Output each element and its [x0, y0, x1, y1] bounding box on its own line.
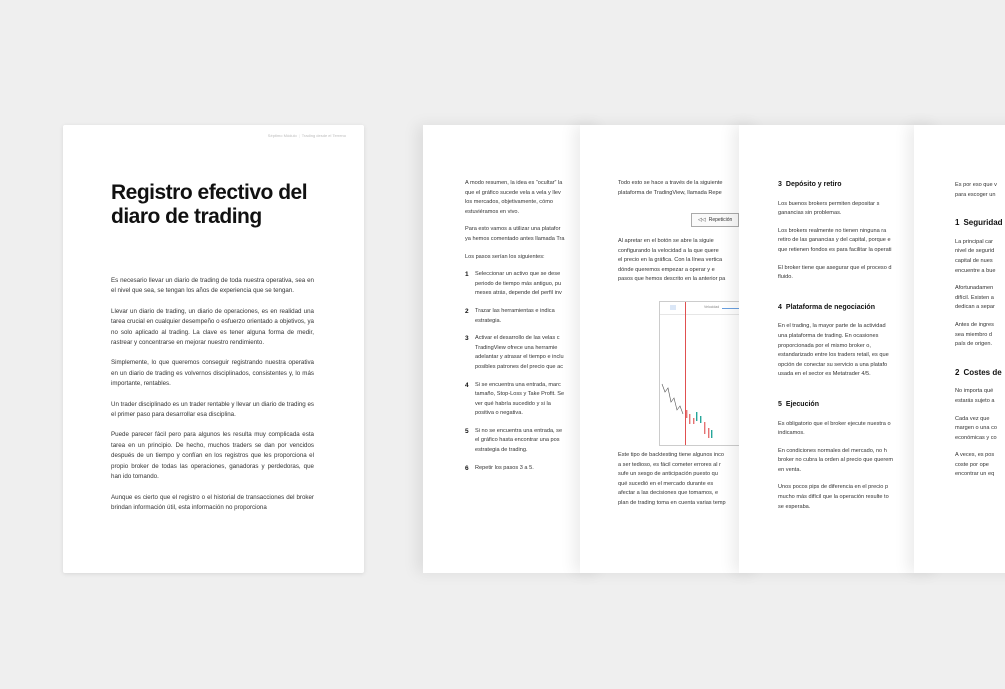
section-title: Plataforma de negociación: [785, 303, 875, 311]
section-number: 3: [778, 181, 782, 188]
candle: [700, 416, 701, 423]
candle: [693, 418, 694, 424]
paragraph: [618, 179, 722, 198]
paragraph: [955, 238, 1003, 276]
running-header: Séptimo Módulo | Trading desde el Terreno: [267, 133, 346, 138]
text-line: periodo de tiempo más antiguo, pu: [475, 280, 562, 287]
page-body: [618, 179, 722, 206]
paragraph: [618, 451, 726, 509]
section-heading: [955, 218, 1003, 228]
text-line: afectar a las decisiones que tomamos, e: [618, 490, 719, 497]
text-line: A veces, es pos: [955, 452, 995, 459]
text-line: una plataforma de trading. En ocasiones: [778, 332, 879, 339]
text-line: indicamos.: [778, 430, 805, 437]
page-body: [618, 451, 726, 517]
text-line: Trazar las herramientas e indica: [475, 307, 555, 314]
text-line: Afortunadamen: [955, 285, 994, 292]
text-line: Al apretar en el botón se abre la siguie: [618, 238, 714, 244]
list-item: [465, 381, 565, 419]
step-number: 5: [465, 427, 469, 435]
section-number: 1: [955, 218, 960, 228]
step-number: 6: [465, 464, 469, 472]
text-line: sufe un sesgo de anticipación puesto qu: [618, 471, 718, 478]
candle: [711, 430, 712, 438]
text-line: que retienen fondos es para facilitar la operati: [778, 246, 892, 253]
section-heading: [778, 303, 893, 313]
text-line: dónde queremos empezar a operar y e: [618, 266, 715, 273]
paragraph: [955, 284, 1003, 313]
text-line: positiva o negativa.: [475, 410, 523, 417]
text-line: el gráfico hasta encontrar una pos: [475, 437, 560, 444]
page-body: [955, 181, 1003, 488]
text-line: Los buenos brokers permiten depositar s: [778, 200, 880, 207]
candle: [708, 428, 709, 438]
paragraph: [465, 179, 565, 217]
paragraph: Aunque es cierto que el registro o el historial de transacciones del broker brindan información útil, esta información no proporciona: [111, 493, 314, 511]
text-line: Activar el desarrollo de las velas c: [475, 335, 560, 342]
text-line: estandarizado entre los traders retail, es que: [778, 352, 889, 359]
text-line: El broker tiene que asegurar que el proceso d: [778, 264, 892, 271]
text-line: el precio en la gráfica. Con la línea vertica: [618, 257, 723, 264]
text-line: que el gráfico sucede vela a vela y llev: [465, 189, 561, 196]
text-line: Este tipo de backtesting tiene algunos inco: [618, 452, 725, 458]
section-heading: [778, 400, 893, 410]
text-line: margen o una co: [955, 425, 997, 432]
text-line: pasos que hemos descrito en la anterior pa: [618, 276, 726, 283]
text-line: usada en el sector es Metatrader 4/5.: [778, 371, 871, 378]
paragraph: Los pasos serían los siguientes:: [465, 253, 545, 260]
replay-button: [691, 213, 739, 227]
rewind-icon: ◁◁: [698, 217, 706, 223]
text-line: estarás sujeto a: [955, 397, 995, 404]
text-line: para escoger un: [955, 191, 996, 198]
text-line: No importa qué: [955, 388, 994, 395]
text-line: sea miembro d: [955, 331, 992, 338]
candle: [689, 414, 690, 424]
text-line: adelantar y atrasar el tiempo e inclu: [475, 354, 564, 361]
page-title: Registro efectivo del diaro de trading: [111, 181, 308, 228]
text-line: Si no se encuentra una entrada, se: [475, 427, 563, 434]
section-title: Seguridad: [963, 218, 1003, 228]
paragraph: [955, 321, 1003, 350]
text-line: A modo resumen, la idea es “ocultar” la: [465, 180, 563, 186]
paragraph: [955, 451, 1003, 480]
text-line: estrategia.: [475, 317, 502, 324]
step-number: 2: [465, 307, 469, 315]
text-line: La principal car: [955, 238, 993, 245]
toolbar-icon: [670, 305, 676, 310]
text-line: configurando la velocidad a la que quere: [618, 247, 719, 254]
candle: [686, 410, 687, 418]
paragraph: [465, 225, 565, 244]
section-title: Ejecución: [785, 400, 819, 408]
price-line: [662, 384, 683, 414]
text-line: ganancias sin problemas.: [778, 210, 842, 217]
paragraph: [955, 387, 1003, 406]
header-course: Trading desde el Terreno: [301, 133, 346, 138]
text-line: ver qué habría sucedido y si la: [475, 400, 551, 407]
step-number: 4: [465, 381, 469, 389]
list-item: [465, 270, 565, 299]
text-line: plan de trading toma en cuenta varias temp: [618, 499, 726, 506]
text-line: difícil. Existen a: [955, 294, 994, 301]
text-line: dedican a separ: [955, 304, 995, 311]
text-line: encontrar un eq: [955, 471, 995, 478]
paragraph: [778, 227, 893, 256]
text-line: proporcionada por el mismo broker o,: [778, 342, 871, 349]
step-number: 1: [465, 271, 469, 279]
section-heading: [778, 180, 893, 190]
text-line: mucho más difícil que la operación resulte to: [778, 494, 889, 501]
text-line: Cada vez que: [955, 415, 990, 422]
text-line: Repetir los pasos 3 a 5.: [475, 464, 534, 471]
text-line: se esperaba.: [778, 503, 811, 510]
text-line: capital de nues: [955, 257, 993, 264]
text-line: estuviéramos en vivo.: [465, 208, 520, 215]
paragraph: Un trader disciplinado es un trader rentable y llevar un diario de trading es el primer paso para desarrollar esa disciplina.: [111, 400, 314, 419]
text-line: opción de conectar su servicio a una platafo: [778, 361, 888, 368]
text-line: plataforma de TradingView, llamada Repe: [618, 189, 722, 196]
header-module: Séptimo Módulo: [267, 133, 297, 138]
text-line: los mercados, objetivamente, cómo: [465, 199, 553, 206]
paragraph: [778, 447, 893, 476]
document-page-3: [580, 125, 760, 573]
candle: [696, 412, 697, 421]
document-page-1: [63, 125, 364, 573]
paragraph: Simplemente, lo que queremos conseguir registrando nuestra operativa en un diario de trading es volvernos disciplinados, consistentes y, lo más importante, rentables.: [111, 359, 314, 388]
candle: [704, 422, 705, 434]
paragraph: [955, 181, 1003, 200]
section-number: 2: [955, 367, 960, 377]
list-item: [465, 334, 565, 372]
section-number: 5: [778, 400, 782, 408]
paragraph: Puede parecer fácil pero para algunos les resulta muy complicada esta tarea en un principio. De hecho, muchos traders se dan por vencidos después de un tiempo y confían en los registros que les proporciona el propio broker de todas las operaciones, ganadoras y perdedoras, que han ido tomando.: [111, 431, 314, 481]
button-label: Repetición: [708, 217, 733, 223]
list-item: [465, 307, 565, 326]
text-line: En el trading, la mayor parte de la actividad: [778, 323, 886, 330]
document-page-5: [914, 125, 1005, 573]
section-number: 4: [778, 303, 782, 311]
text-line: en venta.: [778, 466, 802, 473]
paragraph: [618, 237, 725, 285]
page-body: [618, 237, 725, 293]
paragraph: [778, 322, 893, 380]
text-line: Para esto vamos a utilizar una platafor: [465, 226, 561, 233]
section-title: Costes de: [963, 367, 1002, 377]
list-item: [465, 464, 565, 474]
speed-label: Velocidad: [704, 305, 720, 309]
text-line: Es por eso que v: [955, 182, 997, 188]
text-line: Seleccionar un activo que se dese: [475, 271, 561, 278]
text-line: país de origen.: [955, 341, 993, 348]
replay-button-figure: [691, 208, 739, 227]
text-line: Unos pocos pips de diferencia en el precio p: [778, 484, 889, 491]
page-body: [778, 180, 893, 520]
section-heading: [955, 368, 1003, 378]
text-line: broker no cubra la orden al precio que querem: [778, 457, 894, 464]
text-line: Todo esto se hace a través de la siguiente: [618, 180, 723, 186]
paragraph: Llevar un diario de trading, un diario de operaciones, es en realidad una tarea crucial en cualquier desempeño o esfuerzo orientado a objetivos, ya no solo aplicado al trading. La clave es tener alguna forma de medir, rastrear y concentrarse en mejorar nuestro rendimiento.: [111, 307, 314, 347]
text-line: qué sucedió en el mercado durante es: [618, 480, 714, 487]
text-line: meses atrás, depende del perfil inv: [475, 290, 562, 297]
paragraph: [778, 200, 893, 219]
text-line: nivel de segurid: [955, 248, 995, 255]
paragraph: [778, 420, 893, 439]
text-line: retiro de las ganancias y del capital, porque e: [778, 237, 891, 244]
text-line: coste por ope: [955, 461, 989, 468]
document-page-4: [739, 125, 939, 573]
text-line: a ser tedioso, es fácil cometer errores al r: [618, 461, 721, 468]
text-line: fluido.: [778, 274, 793, 281]
paragraph: [778, 264, 893, 283]
text-line: ya hemos comentado antes llamada Tra: [465, 235, 565, 242]
paragraph: [955, 415, 1003, 444]
text-line: TradingView ofrece una herramie: [475, 344, 558, 351]
page-body: [465, 179, 565, 481]
page-body: [111, 276, 314, 523]
document-page-2: [423, 125, 603, 573]
text-line: Los brokers realmente no tienen ninguna ra: [778, 227, 887, 234]
list-item: [465, 427, 565, 456]
text-line: encuentre a bue: [955, 267, 996, 274]
text-line: tamaño, Stop-Loss y Take Profit. Se: [475, 391, 565, 398]
text-line: estrategia de trading.: [475, 447, 528, 454]
text-line: posibles patrones del precio que ac: [475, 363, 564, 370]
text-line: Es obligatorio que el broker ejecute nuestra o: [778, 420, 891, 427]
text-line: Antes de ingres: [955, 321, 994, 328]
text-line: Si se encuentra una entrada, marc: [475, 381, 561, 388]
step-number: 3: [465, 335, 469, 343]
text-line: En condiciones normales del mercado, no h: [778, 447, 887, 454]
text-line: económicas y co: [955, 434, 997, 441]
section-title: Depósito y retiro: [785, 181, 842, 188]
paragraph: Es necesario llevar un diario de trading de toda nuestra operativa, sea en el nivel que sea, se tengan los años de experiencia que se tengan.: [111, 277, 314, 295]
paragraph: [778, 483, 893, 512]
